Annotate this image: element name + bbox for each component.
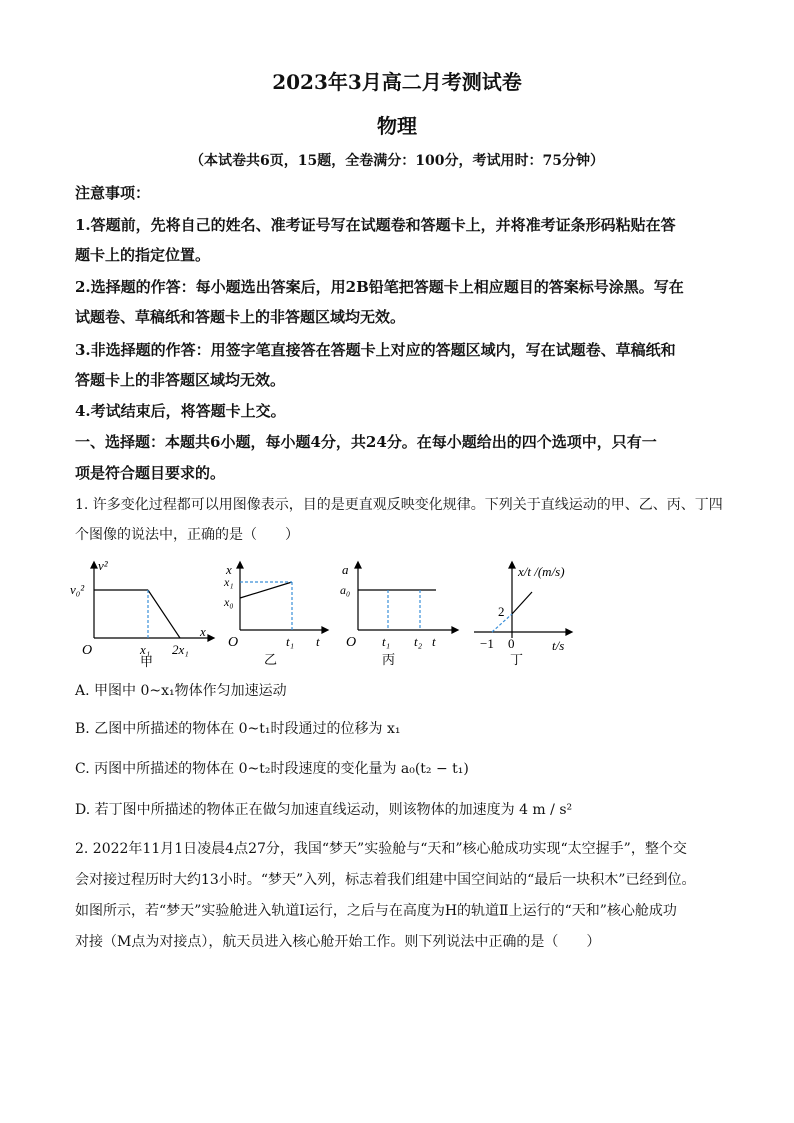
section-heading: 一、选择题：本题共6小题，每小题4分，共24分。在每小题给出的四个选项中，只有一 bbox=[75, 433, 657, 451]
graph-jia bbox=[68, 558, 228, 668]
jia-x1: x₁ bbox=[140, 642, 151, 657]
bing-a0: a₀ bbox=[340, 583, 351, 597]
notice-line: 试题卷、草稿纸和答题卡上的非答题区域均无效。 bbox=[75, 308, 406, 326]
ding-xaxis: t/s bbox=[552, 638, 565, 653]
notice-line: 4.考试结束后，将答题卡上交。 bbox=[75, 402, 286, 420]
yi-x1: x₁ bbox=[224, 575, 234, 589]
exam-info: （本试卷共6页，15题，全卷满分：100分，考试用时：75分钟） bbox=[190, 153, 604, 169]
graph-yi bbox=[220, 558, 340, 668]
ding-x0: 0 bbox=[508, 636, 515, 651]
yi-t1: t₁ bbox=[286, 634, 295, 649]
q2-stem: 会对接过程历时大约13小时。“梦天”入列，标志着我们组建中国空间站的“最后一块积木”已经到位。 bbox=[75, 872, 696, 888]
yi-x0: x₀ bbox=[224, 595, 234, 609]
q2-stem: 2. 2022年11月1日凌晨4点27分，我国“梦天”实验舱与“天和”核心舱成功实现“太空握手”，整个交 bbox=[75, 841, 687, 857]
yi-xaxis: t bbox=[316, 634, 320, 649]
q2-stem: 如图所示，若“梦天”实验舱进入轨道Ⅰ运行，之后与在高度为H的轨道Ⅱ上运行的“天和”核心舱成功 bbox=[75, 903, 677, 919]
q2-stem: 对接（M点为对接点），航天员进入核心舱开始工作。则下列说法中正确的是（ ） bbox=[75, 934, 601, 950]
bing-xaxis: t bbox=[432, 634, 436, 649]
q1-option-d: D. 若丁图中所描述的物体正在做匀加速直线运动，则该物体的加速度为 4 m / s² bbox=[75, 802, 573, 818]
yi-yaxis: x bbox=[226, 562, 232, 577]
yi-origin: O bbox=[228, 635, 239, 650]
bing-caption: 丙 bbox=[382, 652, 396, 667]
jia-yaxis: v² bbox=[98, 558, 108, 573]
exam-subject: 物理 bbox=[377, 114, 417, 138]
q1-option-a: A. 甲图中 0~x₁物体作匀加速运动 bbox=[75, 683, 287, 699]
notice-line: 1.答题前，先将自己的姓名、准考证号写在试题卷和答题卡上，并将准考证条形码粘贴在答 bbox=[75, 216, 676, 234]
notice-heading: 注意事项： bbox=[75, 184, 151, 202]
jia-y0: v₀² bbox=[70, 582, 85, 597]
notice-line: 2.选择题的作答：每小题选出答案后，用2B铅笔把答题卡上相应题目的答案标号涂黑。写在 bbox=[75, 278, 684, 296]
q1-stem: 1. 许多变化过程都可以用图像表示，目的是更直观反映变化规律。下列关于直线运动的甲、乙、丙、丁四 bbox=[75, 497, 723, 513]
ding-y2: 2 bbox=[498, 604, 505, 619]
graph-ding bbox=[470, 558, 590, 668]
bing-t1: t₁ bbox=[382, 634, 391, 649]
ding-yaxis: x/t /(m/s) bbox=[518, 564, 565, 579]
bing-yaxis: a bbox=[342, 562, 349, 577]
notice-line: 答题卡上的非答题区域均无效。 bbox=[75, 371, 286, 389]
bing-origin: O bbox=[346, 635, 357, 650]
jia-xaxis: x bbox=[200, 624, 206, 639]
exam-title: 2023年3月高二月考测试卷 bbox=[272, 70, 522, 94]
section-heading: 项是符合题目要求的。 bbox=[75, 464, 226, 482]
jia-x2: 2x₁ bbox=[172, 642, 189, 657]
ding-caption: 丁 bbox=[510, 652, 524, 667]
notice-line: 题卡上的指定位置。 bbox=[75, 246, 211, 264]
graph-bing bbox=[336, 558, 466, 668]
notice-line: 3.非选择题的作答：用签字笔直接答在答题卡上对应的答题区域内，写在试题卷、草稿纸和 bbox=[75, 341, 676, 359]
jia-caption: 甲 bbox=[140, 654, 154, 668]
q1-option-b: B. 乙图中所描述的物体在 0~t₁时段通过的位移为 x₁ bbox=[75, 721, 401, 737]
yi-caption: 乙 bbox=[264, 652, 278, 667]
jia-origin: O bbox=[82, 643, 93, 658]
q1-option-c: C. 丙图中所描述的物体在 0~t₂时段速度的变化量为 a₀(t₂ − t₁) bbox=[75, 761, 469, 777]
ding-xm1: −1 bbox=[480, 636, 494, 651]
bing-t2: t₂ bbox=[414, 634, 423, 649]
q1-stem: 个图像的说法中，正确的是（ ） bbox=[75, 527, 299, 543]
